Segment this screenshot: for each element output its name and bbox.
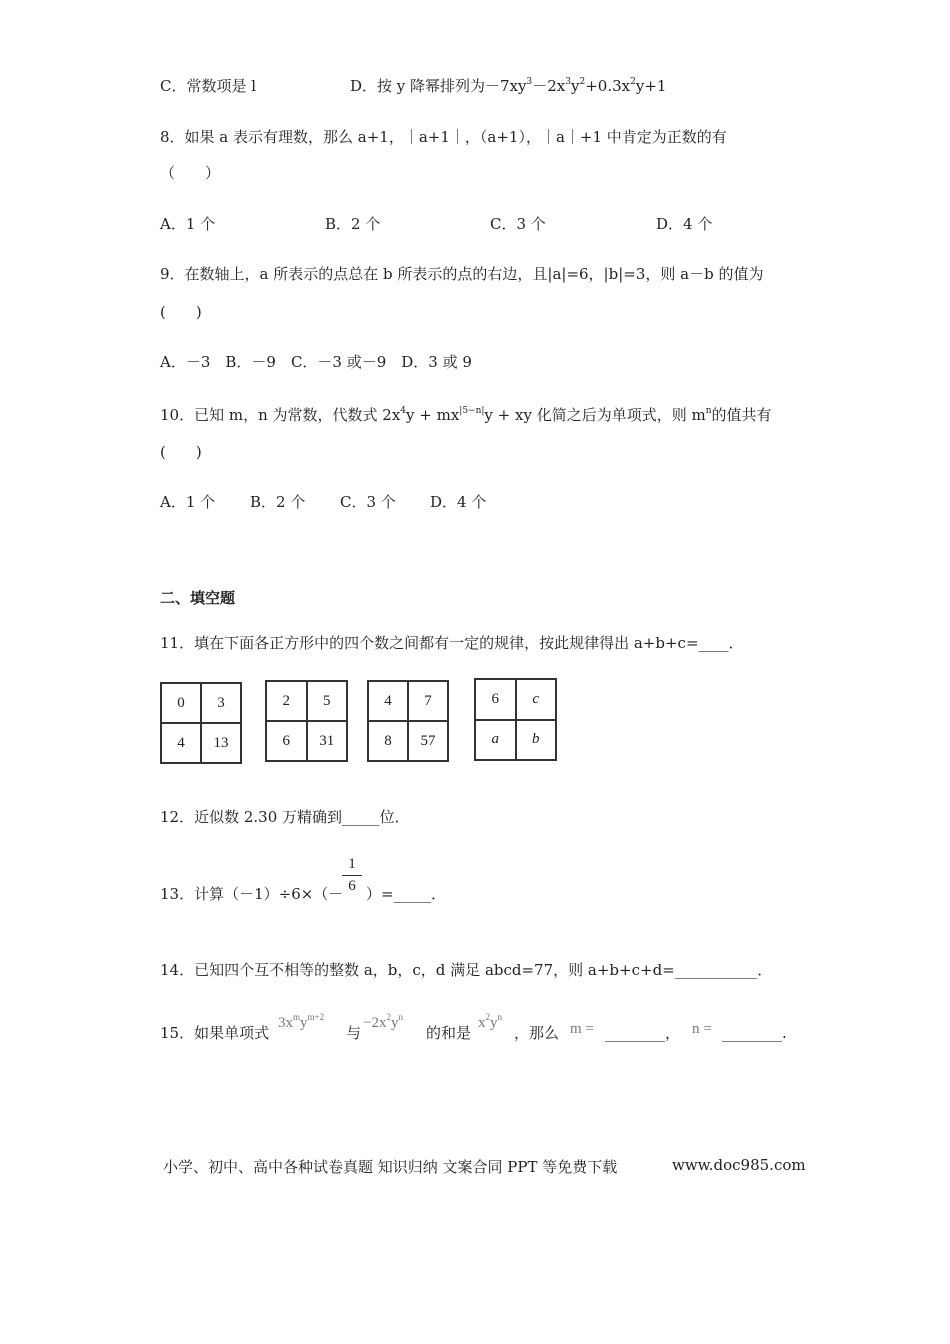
q10-option-d: D．4 个 — [430, 493, 487, 511]
q15-with: 与 — [346, 1024, 362, 1042]
square3-cell: 4 — [368, 681, 408, 721]
q15-prefix: 15．如果单项式 — [160, 1024, 270, 1042]
fraction-denominator: 6 — [348, 878, 356, 894]
q7-d-suffix: y+1 — [635, 77, 667, 95]
square2-cell: 2 — [266, 681, 307, 721]
q9-options: A．－3 B．－9 C．－3 或－9 D．3 或 9 — [160, 353, 472, 371]
q10-option-b: B．2 个 — [250, 493, 306, 511]
q7-d-exp4: 2 — [630, 77, 636, 87]
fraction-bar — [342, 875, 362, 876]
q10-stem — [160, 405, 772, 425]
q15-monomial-3 — [478, 1013, 502, 1033]
square3-cell: 7 — [408, 681, 448, 721]
q12-stem: 12．近似数 2.30 万精确到_____位． — [160, 808, 410, 826]
q8-option-c: C．3 个 — [490, 215, 546, 233]
q15-m-label: m = — [570, 1021, 594, 1037]
q10-prefix: 10．已知 m，n 为常数，代数式 2x — [160, 406, 401, 424]
q8-stem: 8．如果 a 表示有理数，那么 a+1，｜a+1｜，（a+1），｜a｜+1 中肯定为正数的有 — [160, 128, 727, 146]
square4-cell: 6 — [475, 679, 516, 720]
mono2-exp2: n — [398, 1012, 403, 1022]
square2-cell: 31 — [307, 721, 348, 761]
q10-mid1: y + mx — [406, 406, 460, 424]
q8-option-b: B．2 个 — [325, 215, 381, 233]
q15-monomial-2 — [363, 1013, 403, 1033]
q7-d-exp1: 3 — [526, 77, 533, 87]
square1-cell: 3 — [201, 683, 241, 723]
q10-exp3: n — [705, 406, 712, 416]
q15-n-blank: ________. — [722, 1024, 787, 1042]
q7-option-c: C．常数项是 l — [160, 77, 257, 95]
square4-cell: c — [516, 679, 557, 720]
square1-cell: 13 — [201, 723, 241, 763]
q11-square-1 — [160, 682, 242, 764]
mono1-exp1: m — [293, 1012, 301, 1022]
square3-cell: 57 — [408, 721, 448, 761]
mono3-exp2: n — [497, 1012, 502, 1022]
mono2-coef: −2x — [363, 1015, 387, 1031]
mono1-exp2: m+2 — [307, 1012, 325, 1022]
square4-cell: a — [475, 720, 516, 761]
q7-d-prefix: D．按 y 降幂排列为－7xy — [350, 77, 527, 95]
q13-fraction — [342, 856, 362, 895]
square2-cell: 6 — [266, 721, 307, 761]
q7-d-mid3: +0.3x — [585, 77, 631, 95]
square3-cell: 8 — [368, 721, 408, 761]
q7-d-exp3: 2 — [579, 77, 586, 87]
q10-option-c: C．3 个 — [340, 493, 396, 511]
q8-paren: （ ） — [160, 164, 221, 182]
mono2-exp1: 2 — [386, 1012, 391, 1022]
footer-text: 小学、初中、高中各种试卷真题 知识归纳 文案合同 PPT 等免费下载 — [163, 1158, 618, 1176]
fraction-numerator: 1 — [348, 856, 356, 872]
q13-prefix: 13．计算（－1）÷6×（－ — [160, 885, 344, 903]
q10-option-a: A．1 个 — [160, 493, 216, 511]
q10-suffix: y + xy 化简之后为单项式，则 m — [484, 406, 706, 424]
mono1-y: y — [300, 1015, 308, 1031]
q11-stem: 11．填在下面各正方形中的四个数之间都有一定的规律，按此规律得出 a+b+c=____． — [160, 634, 744, 652]
q10-exp2: |5−n| — [459, 406, 485, 416]
q7-d-mid2: y — [571, 77, 580, 95]
square1-cell: 4 — [161, 723, 201, 763]
square1-cell: 0 — [161, 683, 201, 723]
mono1-coef: 3x — [278, 1015, 293, 1031]
q10-exp1: 4 — [400, 406, 407, 416]
square2-cell: 5 — [307, 681, 348, 721]
q11-square-2 — [265, 680, 348, 762]
q15-monomial-1 — [278, 1013, 324, 1033]
square4-cell: b — [516, 720, 557, 761]
q10-paren: ( ) — [160, 443, 202, 461]
q9-paren: ( ) — [160, 303, 202, 321]
q13-suffix: ）=_____． — [366, 885, 447, 903]
q7-d-exp2: 3 — [565, 77, 571, 87]
q7-option-d — [350, 76, 666, 96]
footer-url[interactable]: www.doc985.com — [672, 1156, 806, 1174]
q11-square-3 — [367, 680, 449, 762]
q9-stem: 9．在数轴上，a 所表示的点总在 b 所表示的点的右边，且|a|=6，|b|=3，则 a－b 的值为 — [160, 265, 764, 283]
q11-square-4 — [474, 678, 557, 761]
q7-d-mid1: －2x — [532, 77, 566, 95]
mono3-x: x — [478, 1015, 486, 1031]
q8-option-d: D．4 个 — [656, 215, 713, 233]
mono2-y: y — [390, 1015, 399, 1031]
q15-then: ，那么 — [514, 1024, 560, 1042]
q14-stem: 14．已知四个互不相等的整数 a，b，c，d 满足 abcd=77，则 a+b+c+d=___________． — [160, 961, 773, 979]
q10-tail: 的值共有 — [711, 406, 772, 424]
q15-sum-text: 的和是 — [426, 1024, 472, 1042]
mono3-exp1: 2 — [485, 1012, 490, 1022]
q15-m-blank: ________， — [605, 1024, 681, 1042]
q15-n-label: n = — [692, 1021, 712, 1037]
mono3-y: y — [490, 1015, 498, 1031]
section-title: 二、填空题 — [160, 589, 236, 607]
q8-option-a: A．1 个 — [160, 215, 216, 233]
